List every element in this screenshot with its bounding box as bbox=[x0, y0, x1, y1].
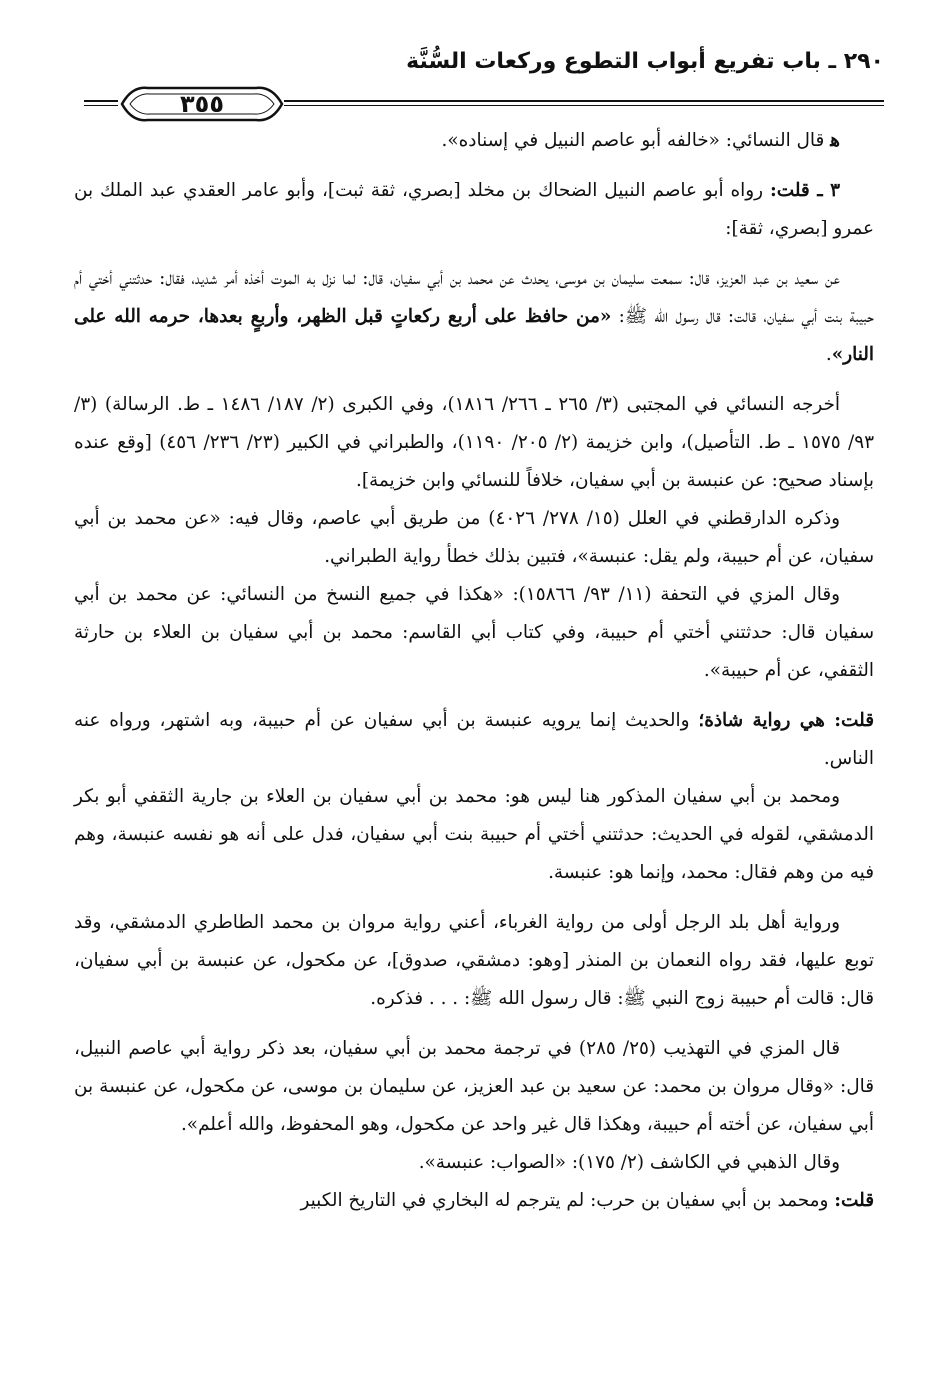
page-number: ٣٥٥ bbox=[180, 90, 224, 118]
paragraph bbox=[74, 260, 874, 374]
bullet-icon: ﻫ bbox=[830, 130, 840, 151]
paragraph-lead: قلت: bbox=[834, 1190, 874, 1211]
paragraph-text: وقال الذهبي في الكاشف (٢/ ١٧٥): «الصواب: عنبسة». bbox=[418, 1152, 840, 1173]
running-title: ٢٩٠ ـ باب تفريع أبواب التطوع وركعات السُّنَّة bbox=[406, 49, 884, 74]
paragraph bbox=[74, 904, 874, 1018]
paragraph-text: ومحمد بن أبي سفيان المذكور هنا ليس هو: محمد بن أبي سفيان بن العلاء بن جارية الثقفي أبو بكر الدمشقي، لقوله في الحديث: حدثتني أختي أم حبيبة بنت أبي سفيان، فدل على أنه هو نفسه عنبسة، وهم فيه من وهم فقال: محمد، وإنما هو: عنبسة. bbox=[74, 786, 874, 883]
paragraph bbox=[74, 778, 874, 892]
paragraph-text: ورواية أهل بلد الرجل أولى من رواية الغرباء، أعني رواية مروان بن محمد الطاطري الدمشقي، وقد توبع عليها، فقد رواه النعمان بن المنذر [وهو: دمشقي، صدوق]، عن مكحول، عن عنبسة بن أبي سفيان، قال: قالت أم حبيبة زوج النبي ﷺ: قال رسول الله ﷺ: . . . فذكره. bbox=[74, 912, 874, 1009]
paragraph bbox=[74, 386, 874, 500]
paragraph-text: عن سعيد بن عبد العزيز، قال: سمعت سليمان بن موسى، يحدث عن محمد بن أبي سفيان، قال: لما نزل به الموت أخذه أمر شديد، فقال: حدثتني أختي أم حبيبة بنت أبي سفيان، قالت: قال رسول الله ﷺ: bbox=[74, 268, 874, 327]
header-rule-left-thin bbox=[84, 105, 118, 106]
paragraph bbox=[74, 1144, 874, 1182]
paragraph bbox=[74, 702, 874, 778]
paragraph-tail: . bbox=[825, 344, 832, 365]
body-text bbox=[74, 122, 874, 1220]
hadith-text: «من حافظ على أربع ركعاتٍ قبل الظهر، وأربعٍ بعدها، حرمه الله على النار» bbox=[74, 306, 874, 365]
paragraph-lead: قلت: هي رواية شاذة؛ bbox=[698, 710, 874, 731]
paragraph-text: رواه أبو عاصم النبيل الضحاك بن مخلد [بصري، ثقة ثبت]، وأبو عامر العقدي عبد الملك بن عمرو [بصري، ثقة]: bbox=[74, 180, 874, 239]
paragraph bbox=[74, 1182, 874, 1220]
paragraph bbox=[74, 576, 874, 690]
header-rule bbox=[284, 100, 884, 102]
paragraph-text: قال النسائي: «خالفه أبو عاصم النبيل في إسناده». bbox=[441, 130, 825, 151]
paragraph-lead: ٣ ـ قلت: bbox=[770, 180, 840, 201]
paragraph bbox=[74, 500, 874, 576]
page-number-badge bbox=[118, 82, 286, 126]
paragraph-text: والحديث إنما يرويه عنبسة بن أبي سفيان عن أم حبيبة، وبه اشتهر، ورواه عنه الناس. bbox=[74, 710, 874, 769]
paragraph bbox=[74, 172, 874, 248]
page-header bbox=[84, 40, 884, 118]
paragraph bbox=[74, 1030, 874, 1144]
header-rule-left bbox=[84, 100, 118, 102]
paragraph-text: وقال المزي في التحفة (١١/ ٩٣/ ١٥٨٦٦): «هكذا في جميع النسخ من النسائي: عن محمد بن أبي سفيان قال: حدثتني أختي أم حبيبة، وفي كتاب أبي القاسم: محمد بن أبي سفيان بن العلاء بن حارثة الثقفي، عن أم حبيبة». bbox=[74, 584, 874, 681]
paragraph-text: وذكره الدارقطني في العلل (١٥/ ٢٧٨/ ٤٠٢٦) من طريق أبي عاصم، وقال فيه: «عن محمد بن أبي سفيان، عن أم حبيبة، ولم يقل: عنبسة»، فتبين بذلك خطأ رواية الطبراني. bbox=[74, 508, 874, 567]
header-rule-thin bbox=[284, 105, 884, 106]
paragraph-text: ومحمد بن أبي سفيان بن حرب: لم يترجم له البخاري في التاريخ الكبير bbox=[300, 1190, 835, 1211]
paragraph-text: قال المزي في التهذيب (٢٥/ ٢٨٥) في ترجمة محمد بن أبي سفيان، بعد ذكر رواية أبي عاصم النبيل، قال: «وقال مروان بن محمد: عن سعيد بن عبد العزيز، عن سليمان بن موسى، عن مكحول، عن عنبسة بن أبي سفيان، عن أخته أم حبيبة، وهكذا قال غير واحد عن مكحول، وهو المحفوظ، والله أعلم». bbox=[74, 1038, 874, 1135]
paragraph-text: أخرجه النسائي في المجتبى (٣/ ٢٦٥ ـ ٢٦٦/ ١٨١٦)، وفي الكبرى (٢/ ١٨٧/ ١٤٨٦ ـ ط. الرسالة) (٣/ ٩٣/ ١٥٧٥ ـ ط. التأصيل)، وابن خزيمة (٢/ ٢٠٥/ ١١٩٠)، والطبراني في الكبير (٢٣/ ٢٣٦/ ٤٥٦) [وقع عنده بإسناد صحيح: عن عنبسة بن أبي سفيان، خلافاً للنسائي وابن خزيمة]. bbox=[74, 394, 875, 491]
paragraph bbox=[74, 122, 874, 160]
